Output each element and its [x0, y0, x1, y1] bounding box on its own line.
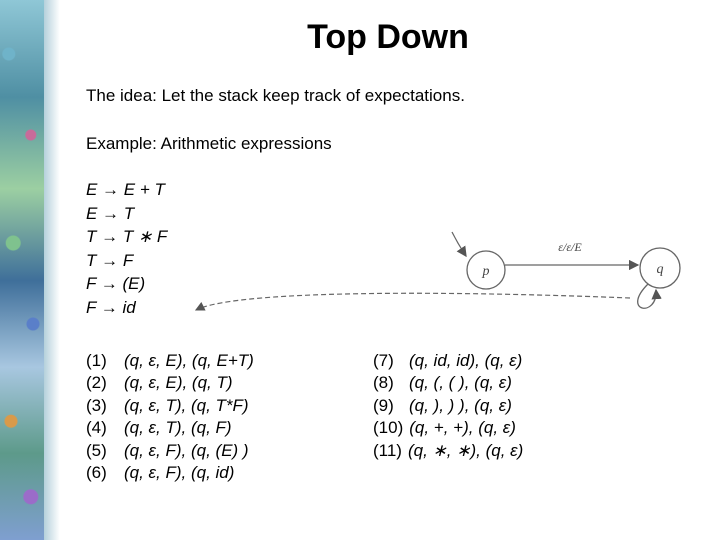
idea-text: The idea: Let the stack keep track of expectations.	[86, 86, 465, 105]
grammar-rule: T → F	[86, 250, 134, 270]
rule-number: (10)	[373, 418, 404, 438]
rule-text: (q, ε, E), (q, E+T)	[124, 351, 254, 370]
grammar-rule: E → T	[86, 203, 135, 223]
rule-text: (q, ε, E), (q, T)	[124, 373, 233, 393]
decorative-side-strip	[0, 0, 44, 540]
long-curved-arrow	[196, 293, 630, 310]
rule-text: (q, ∗, ∗), (q, ε)	[407, 440, 524, 460]
start-arrow	[452, 232, 466, 256]
rule-number: (3)	[86, 395, 107, 415]
grammar-rule: F → id	[86, 297, 136, 317]
rule-number: (11)	[373, 440, 402, 460]
transition-row	[86, 440, 254, 462]
transitions-right	[373, 350, 523, 462]
rule-number: (8)	[373, 373, 394, 393]
rule-text: (q, ε, F), (q, id)	[124, 463, 235, 483]
pda-state-diagram	[180, 222, 710, 332]
rule-text: (q, ε, T), (q, F)	[124, 418, 232, 438]
rule-text: (q, ε, T), (q, T*F)	[124, 395, 249, 415]
grammar-rule: F → (E)	[86, 274, 146, 293]
rule-number: (4)	[86, 418, 107, 438]
rule-text: (q, ε, F), (q, (E) )	[124, 440, 249, 460]
rule-text: (q, +, +), (q, ε)	[409, 418, 516, 438]
edge-label: ε/ε/E	[558, 240, 582, 254]
state-p-label: p	[482, 264, 490, 279]
rule-number: (2)	[86, 373, 107, 393]
transition-row	[373, 350, 523, 372]
transition-row	[373, 440, 523, 462]
transition-row	[373, 395, 523, 417]
grammar-rules	[86, 178, 167, 319]
rule-text: (q, (, ( ), (q, ε)	[409, 373, 512, 393]
self-loop	[638, 284, 656, 308]
rule-number: (9)	[373, 395, 394, 415]
example-text: Example: Arithmetic expressions	[86, 134, 332, 153]
decorative-side-fade	[44, 0, 60, 540]
state-q-label: q	[656, 262, 664, 277]
slide-title: Top Down	[307, 18, 469, 56]
transition-row	[86, 372, 254, 394]
transition-row	[86, 462, 254, 484]
rule-number: (7)	[373, 351, 394, 370]
grammar-rule: T → T ∗ F	[86, 227, 168, 246]
transition-row	[86, 350, 254, 372]
rule-number: (6)	[86, 463, 107, 483]
transition-row	[373, 372, 523, 394]
rule-number: (5)	[86, 440, 107, 460]
transition-row	[86, 395, 254, 417]
grammar-rule: E → E + T	[86, 180, 165, 199]
transition-row	[373, 417, 523, 439]
transition-row	[86, 417, 254, 439]
rule-text: (q, id, id), (q, ε)	[409, 351, 523, 370]
rule-text: (q, ), ) ), (q, ε)	[409, 395, 512, 415]
transitions-left	[86, 350, 254, 484]
rule-number: (1)	[86, 351, 107, 370]
